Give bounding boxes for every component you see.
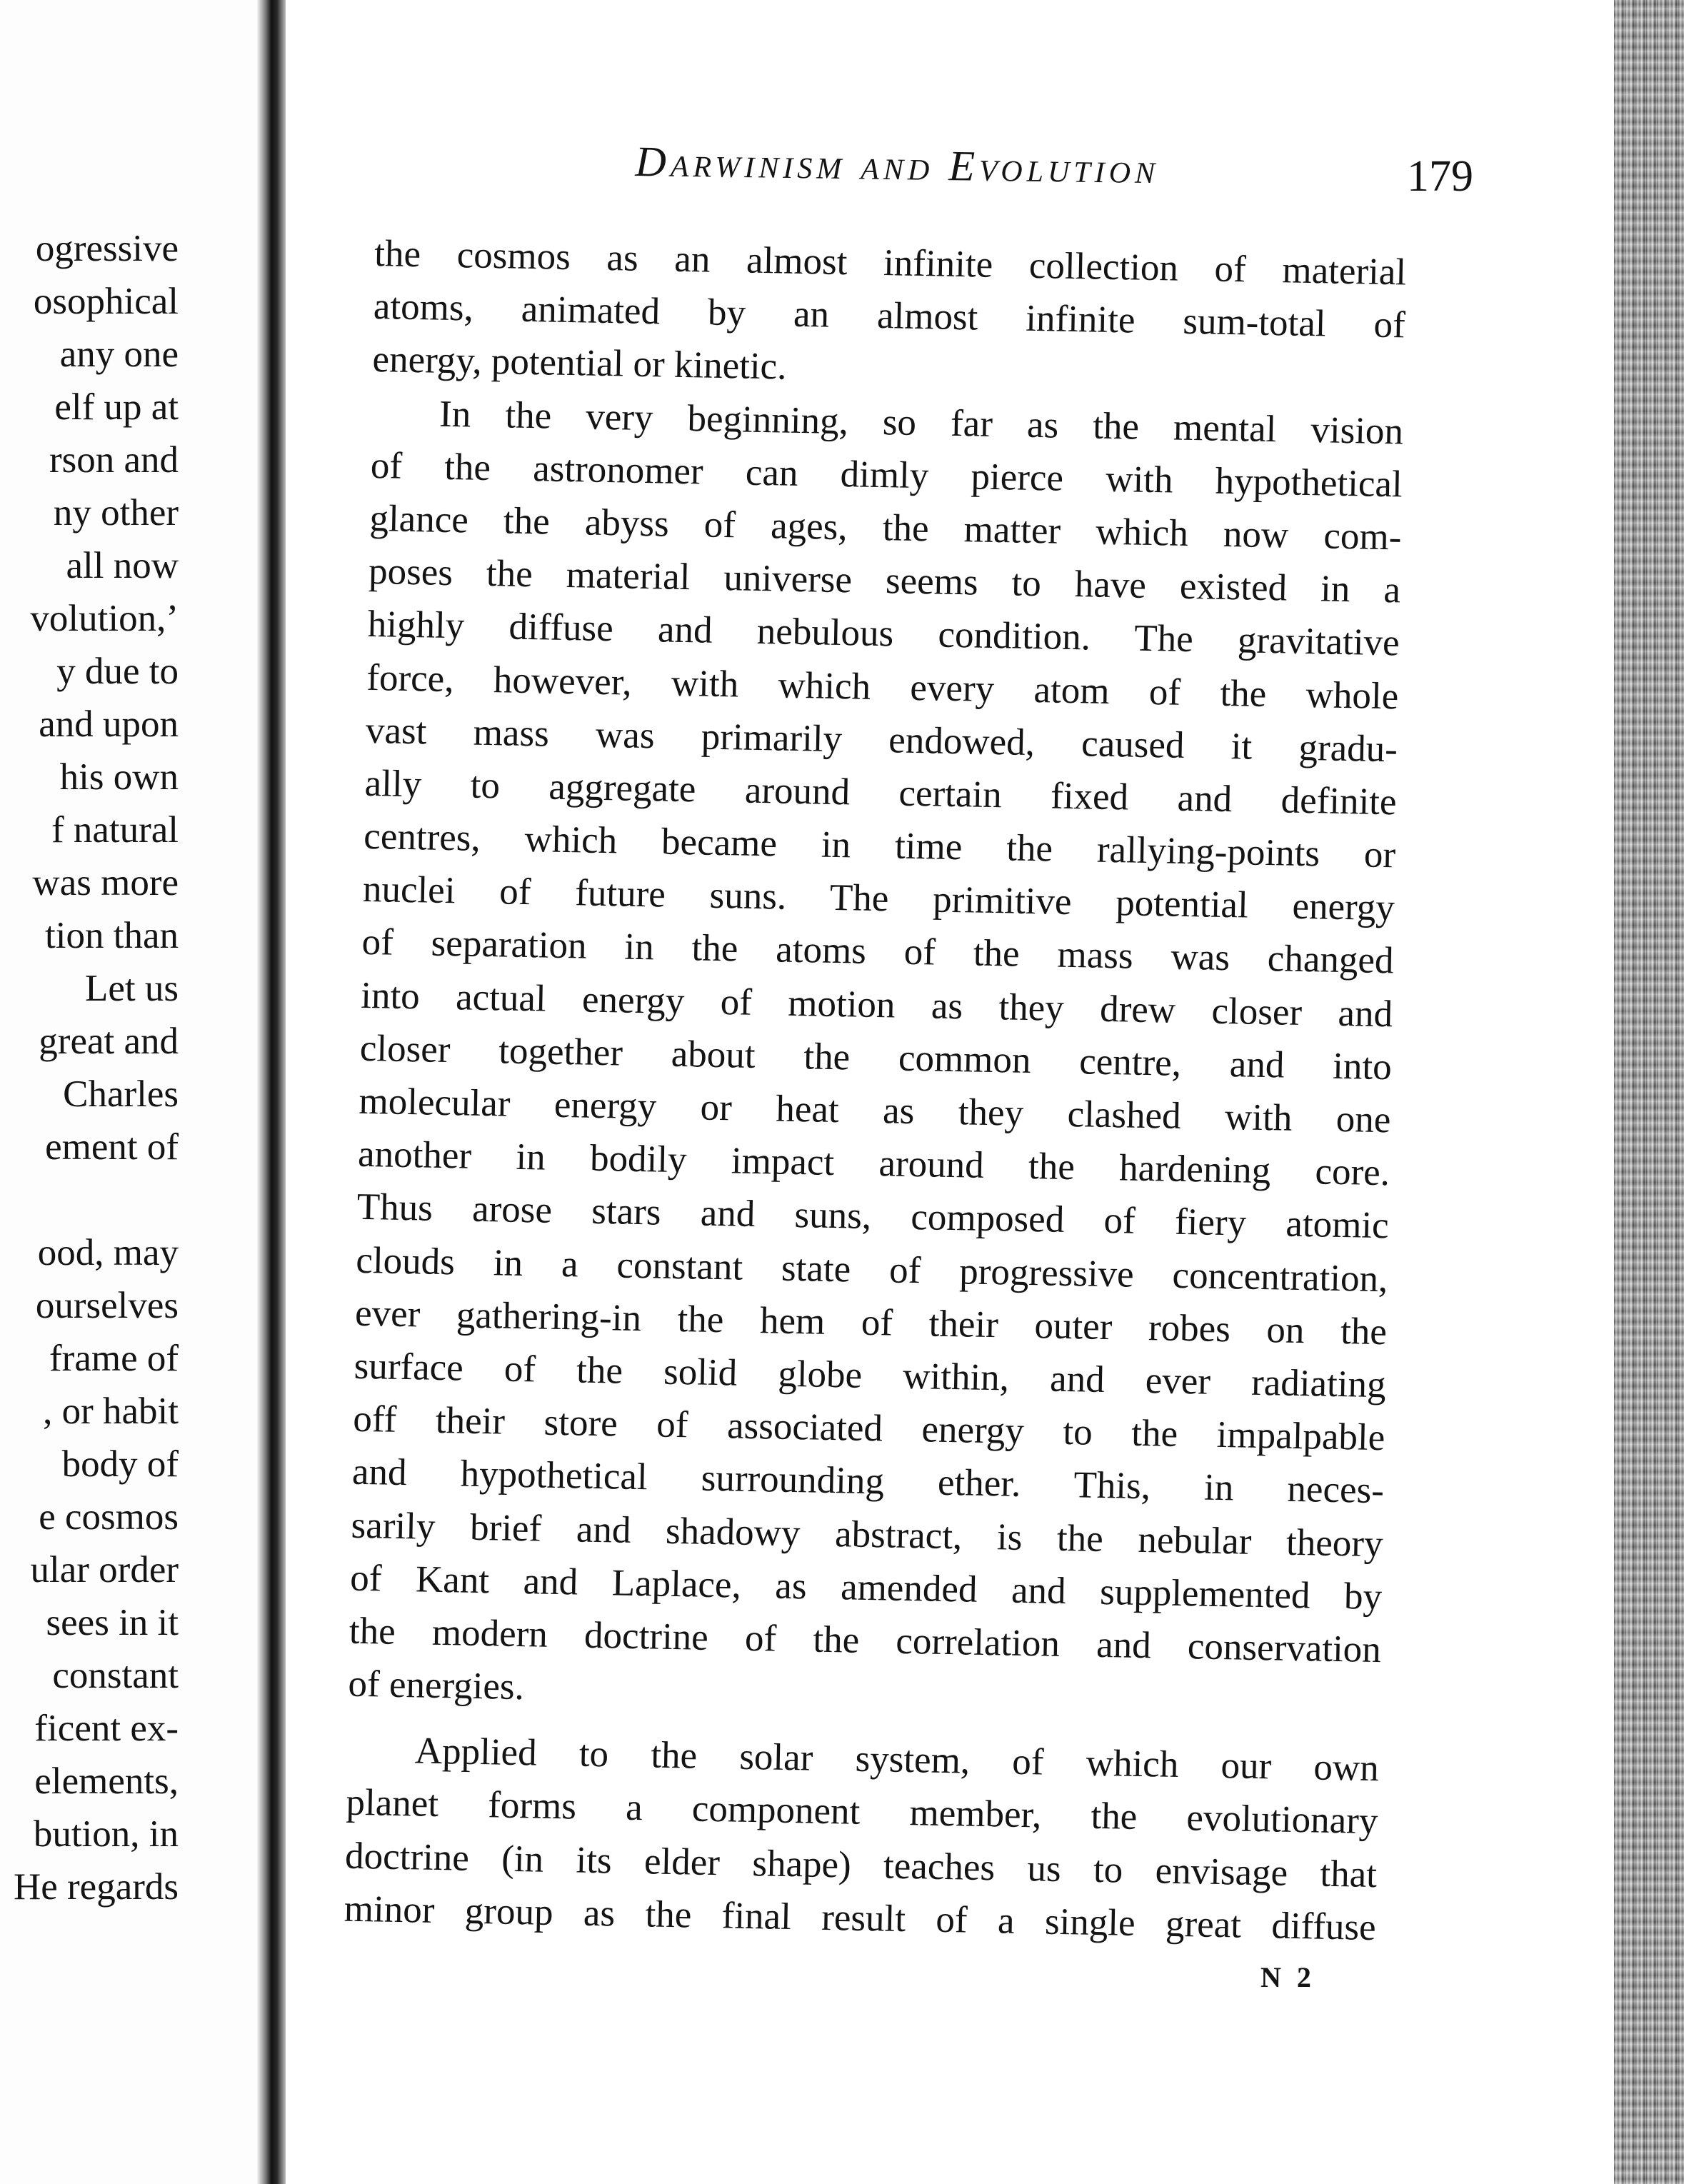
left-line: He regards — [13, 1866, 179, 1908]
text-line: force, however, with which every atom of the whole — [366, 656, 1399, 717]
left-line: all now — [66, 545, 179, 586]
text-line: ever gathering-in the hem of their outer robes on the — [354, 1292, 1388, 1353]
left-line: any one — [59, 334, 179, 375]
text-line: Applied to the solar system, of which our own — [414, 1730, 1380, 1790]
left-line: and upon — [39, 703, 179, 745]
text-line: another in bodily impact around the hardening core. — [357, 1133, 1390, 1194]
left-line: tion than — [45, 915, 179, 956]
left-line: great and — [39, 1021, 179, 1062]
left-line: Let us — [85, 968, 179, 1009]
left-line: , or habit — [43, 1391, 179, 1432]
text-line: atoms, animated by an almost infinite sum-total of — [373, 286, 1406, 346]
text-line: vast mass was primarily endowed, caused it gradu- — [365, 709, 1398, 771]
text-line: glance the abyss of ages, the matter which now com- — [369, 497, 1402, 558]
left-line: was more — [32, 862, 179, 903]
page-number: 179 — [1407, 152, 1473, 201]
text-line: the cosmos as an almost infinite collection of material — [374, 232, 1407, 294]
left-line: osophical — [33, 281, 179, 322]
left-line: f natural — [51, 809, 179, 851]
left-line: rson and — [49, 439, 179, 481]
text-line: into actual energy of motion as they drew closer and — [360, 974, 1393, 1035]
left-line: ny other — [53, 492, 179, 534]
left-line: volution,’ — [30, 598, 179, 639]
text-line: doctrine (in its elder shape) teaches us to envisage that — [344, 1835, 1378, 1895]
left-line: body of — [61, 1443, 179, 1485]
text-line: molecular energy or heat as they clashed with one — [359, 1080, 1391, 1141]
left-line: ement of — [45, 1126, 179, 1168]
text-line: Thus arose stars and suns, composed of fiery atomic — [356, 1186, 1390, 1247]
text-line: of separation in the atoms of the mass was changed — [361, 921, 1394, 982]
book-gutter — [257, 0, 286, 2184]
text-line: minor group as the final result of a single great diffuse — [344, 1888, 1377, 1948]
text-line: surface of the solid globe within, and ever radiating — [354, 1345, 1387, 1406]
left-line: constant — [52, 1655, 179, 1696]
text-line: of the astronomer can dimly pierce with hypothetical — [370, 444, 1403, 506]
left-line: ficent ex- — [34, 1708, 179, 1749]
body-text — [344, 227, 1407, 1954]
signature-mark: N 2 — [1261, 1961, 1315, 1993]
text-line: the modern doctrine of the correlation and conservation — [349, 1610, 1382, 1671]
text-line: In the very beginning, so far as the mental vision — [438, 393, 1404, 452]
text-line: of Kant and Laplace, as amended and supplemented by — [349, 1557, 1383, 1618]
text-line: off their store of associated energy to the impalpable — [352, 1398, 1385, 1459]
text-line: poses the material universe seems to have existed in a — [368, 551, 1401, 611]
left-line: sees in it — [46, 1602, 179, 1643]
left-line: ourselves — [35, 1285, 179, 1326]
left-line: elf up at — [54, 386, 179, 428]
text-line: planet forms a component member, the evolutionary — [346, 1782, 1378, 1843]
text-line: ally to aggregate around certain fixed and definite — [364, 762, 1398, 823]
left-line: Charles — [63, 1073, 179, 1115]
right-page — [286, 0, 1614, 2184]
left-line: elements, — [34, 1760, 179, 1802]
left-page-fragment — [0, 0, 266, 2184]
text-line: sarily brief and shadowy abstract, is the nebular theory — [351, 1504, 1383, 1565]
text-line: nuclei of future suns. The primitive potential energy — [362, 868, 1395, 929]
left-line: ogressive — [35, 228, 179, 269]
left-line: his own — [59, 756, 179, 798]
page-edge-shadow — [1614, 0, 1684, 2184]
left-line: bution, in — [33, 1813, 179, 1855]
left-line: e cosmos — [39, 1496, 179, 1538]
text-line: highly diffuse and nebulous condition. The gravitative — [367, 603, 1400, 664]
text-line: centres, which became in time the rallying-points or — [363, 815, 1396, 876]
left-line: frame of — [49, 1338, 179, 1379]
text-line: of energies. — [348, 1663, 525, 1708]
left-line: ular order — [30, 1549, 179, 1591]
text-line: and hypothetical surrounding ether. This, in neces- — [351, 1451, 1385, 1512]
left-line: ood, may — [37, 1232, 179, 1273]
running-header: Darwinism and Evolution — [635, 138, 1160, 193]
text-line: clouds in a constant state of progressive concentration, — [355, 1239, 1388, 1300]
text-line: energy, potential or kinetic. — [372, 339, 787, 388]
text-line: closer together about the common centre, and into — [359, 1027, 1393, 1088]
left-line: y due to — [56, 651, 179, 692]
